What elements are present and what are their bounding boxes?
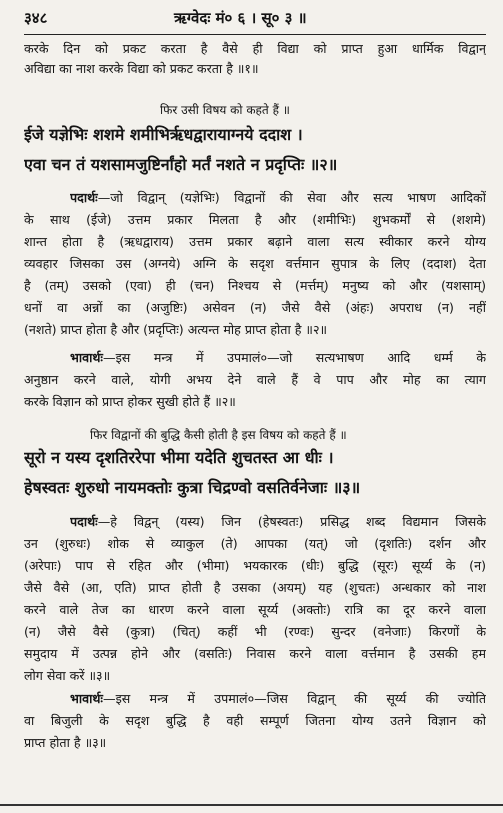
padartha-line: लोग सेवा करें ॥३॥	[24, 668, 111, 683]
page-header	[24, 6, 484, 32]
mantra-line: हेषस्वतः शुरुधो नायमक्तोः कुत्रा चिद्रण्वो वसतिर्वनेजाः ॥३॥	[24, 478, 361, 497]
running-title: ऋग्वेदः मं० ६ । सू० ३ ॥	[174, 9, 307, 27]
padartha-line: (नशते) प्राप्त होता है और (प्रदृप्तिः) अत्यन्त मोह प्राप्त होता है ॥२॥	[24, 322, 328, 337]
padartha-line: जैसे वैसे (आ, एति) प्राप्त होती है उसका (अयम्) यह (शुचतः) अन्धकार को नाश	[24, 580, 486, 595]
section-intro: फिर विद्वानों की बुद्धि कैसी होती है इस विषय को कहते हैं ॥	[90, 428, 347, 442]
bhavartha-line: प्राप्त होता है ॥३॥	[24, 735, 107, 750]
padartha-line: है (तम्) उसको (एवा) ही (चन) निश्चय से (मर्त्तम्) मनुष्य को और (यशसाम्)	[24, 278, 486, 293]
padartha-line: व्यवहार जिसका उस (अग्नये) अग्नि के सदृश वर्त्तमान सुपात्र के लिए (ददाश) देता	[24, 256, 486, 271]
mantra-line: एवा चन तं यशसामजुष्टिर्नांहो मर्तं नशते न प्रदृप्तिः ॥२॥	[24, 155, 338, 174]
padartha-line: करने वाले तेज का धारण करने वाला सूर्य्य (अक्तोः) रात्रि का दूर करने वाला	[24, 602, 486, 617]
padartha-label: पदार्थः	[70, 514, 98, 529]
prev-bhavartha-line: अविद्या का नाश करके विद्या को प्रकट करता है ॥१॥	[24, 61, 259, 76]
padartha-line: पदार्थः—जो विद्वान् (यज्ञेभिः) विद्वानों की सेवा और सत्य भाषण आदिकों	[70, 190, 486, 205]
mantra-line: ईजे यज्ञेभिः शशमे शमीभिर्ऋधद्वारायाग्नये ददाश ।	[24, 125, 303, 144]
padartha-line: (न) जैसे वैसे (कुत्रा) (चित्) कहीं भी (रण्वः) सुन्दर (वनेजाः) किरणों के	[24, 624, 486, 639]
bhavartha-line: करके विज्ञान को प्राप्त होकर सुखी होते हैं ॥२॥	[24, 394, 236, 409]
prev-bhavartha-line: करके दिन को प्रकट करता है वैसे ही विद्या को प्राप्त हुआ धार्मिक विद्वान्	[24, 41, 486, 56]
bhavartha-label: भावार्थः	[70, 350, 103, 365]
padartha-line: धनों वा अन्नों का (अजुष्टिः) असेवन (न) जैसे वैसे (अंहः) अपराध (न) नहीं	[24, 300, 486, 315]
section-intro: फिर उसी विषय को कहते हैं ॥	[160, 103, 290, 117]
bhavartha-line: वा बिजुली के सदृश बुद्धि है वही सम्पूर्ण जितना योग्य उतने विज्ञान को	[24, 713, 486, 728]
padartha-line: उन (शुरुधः) शोक से व्याकुल (ते) आपका (यत्) जो (दृशतिः) दर्शन और	[24, 536, 486, 551]
bhavartha-line: भावार्थः—इस मन्त्र में उपमालं०—जो सत्यभाषण आदि धर्म्म के	[70, 350, 486, 365]
padartha-line: पदार्थः—हे विद्वन् (यस्य) जिन (हेषस्वतः) प्रसिद्ध शब्द विद्यमान जिसके	[70, 514, 486, 529]
padartha-label: पदार्थः	[70, 190, 98, 205]
mantra-line: सूरो न यस्य दृशतिररेपा भीमा यदेति शुचतस्त आ धीः ।	[24, 448, 334, 467]
header-rule	[24, 34, 486, 35]
padartha-line: शान्त होता है (ऋधद्वाराय) उत्तम प्रकार बढ़ाने वाला सत्य स्वीकार करने योग्य	[24, 234, 486, 249]
bhavartha-line: अनुष्ठान करने वाले, योगी अभय देने वाले हैं वे पाप और मोह का त्याग	[24, 372, 486, 387]
padartha-line: समुदाय में उत्पन्न होने और (वसतिः) निवास करने वाला वर्त्तमान है उसकी हम	[24, 646, 486, 661]
bhavartha-line: भावार्थः—इस मन्त्र में उपमालं०—जिस विद्वान् की सूर्य्य की ज्योति	[70, 691, 486, 706]
page-number: ३४८	[24, 9, 48, 27]
padartha-line: के साथ (ईजे) उत्तम प्रकार मिलता है और (शमीभिः) शुभकर्मों से (शशमे)	[24, 212, 486, 227]
bottom-edge-rule	[0, 804, 503, 806]
padartha-line: (अरेपाः) पाप से रहित और (भीमा) भयकारक (धीः) बुद्धि (सूरः) सूर्य्य के (न)	[24, 558, 486, 573]
bhavartha-label: भावार्थः	[70, 691, 103, 706]
